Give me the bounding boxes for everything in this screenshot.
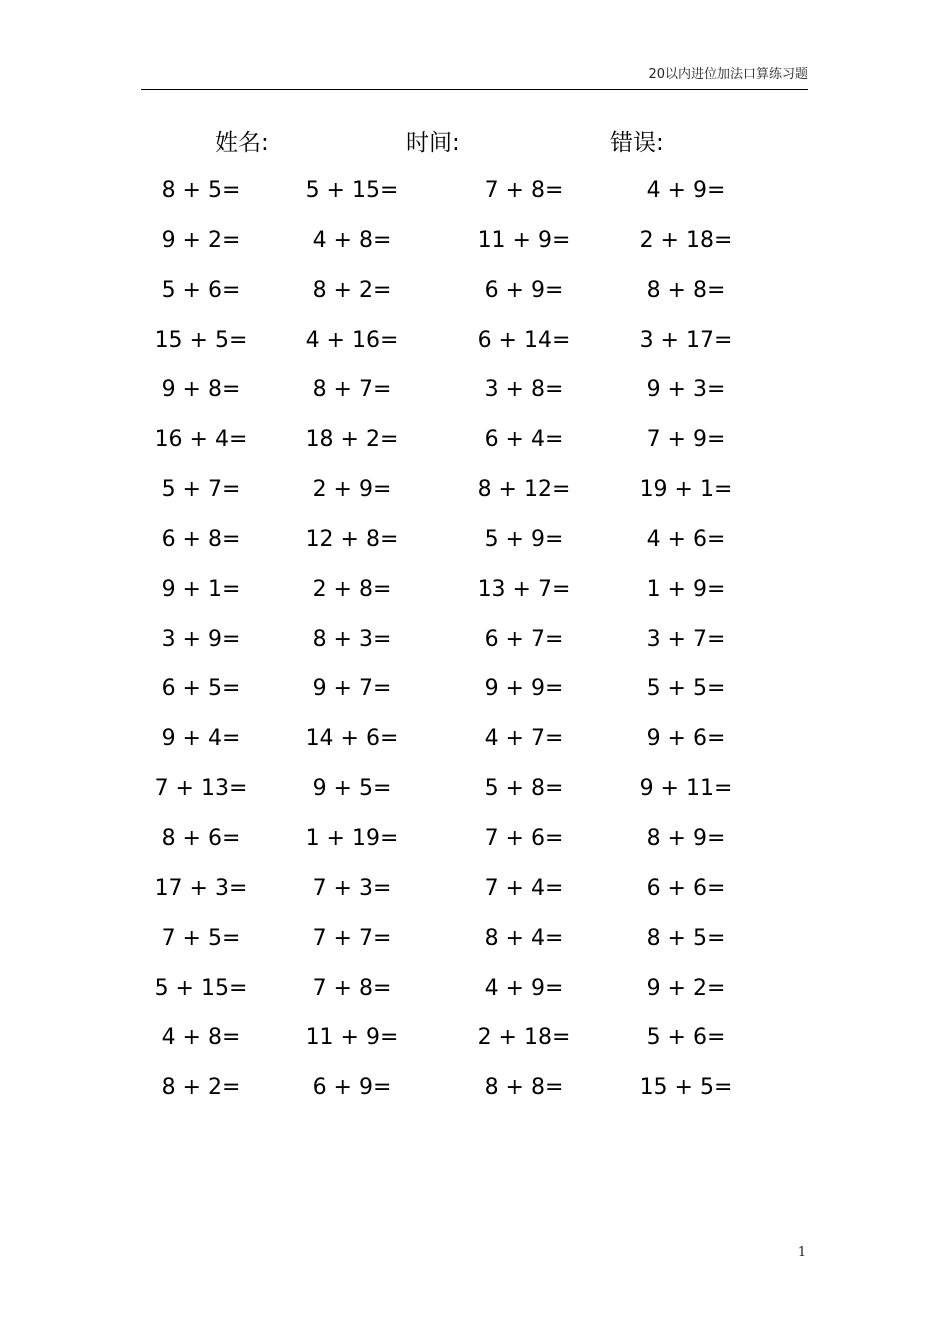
addition-problem: 7 + 9= — [646, 427, 726, 453]
addition-problem: 18 + 2= — [305, 427, 399, 453]
addition-problem: 7 + 4= — [484, 875, 564, 901]
addition-problem: 9 + 7= — [312, 676, 392, 702]
addition-problem: 5 + 9= — [484, 526, 564, 552]
worksheet-title: 20以内进位加法口算练习题 — [648, 67, 808, 82]
time-label: 时间: — [406, 130, 460, 156]
addition-problem: 8 + 2= — [312, 277, 392, 303]
page-header — [141, 66, 808, 90]
problem-row — [141, 971, 808, 1021]
addition-problem: 6 + 6= — [646, 875, 726, 901]
addition-problem: 9 + 3= — [646, 377, 726, 403]
addition-problem: 8 + 7= — [312, 377, 392, 403]
name-label: 姓名: — [215, 130, 269, 156]
problem-row — [141, 871, 808, 921]
addition-problem: 8 + 6= — [161, 825, 241, 851]
addition-problem: 9 + 2= — [646, 975, 726, 1001]
addition-problem: 7 + 8= — [484, 178, 564, 203]
addition-problem: 9 + 1= — [161, 576, 241, 602]
problem-row — [141, 273, 808, 323]
addition-problem: 3 + 8= — [484, 377, 564, 403]
problem-row — [141, 771, 808, 821]
addition-problem: 5 + 5= — [646, 676, 726, 702]
problem-row — [141, 522, 808, 572]
addition-problem: 2 + 18= — [477, 1025, 571, 1051]
student-info-row — [141, 126, 808, 160]
addition-problem: 4 + 9= — [484, 975, 564, 1001]
addition-problem: 8 + 5= — [646, 925, 726, 951]
addition-problem: 8 + 8= — [484, 1075, 564, 1101]
addition-problem: 7 + 13= — [154, 776, 248, 802]
addition-problem: 2 + 9= — [312, 477, 392, 503]
problem-grid — [141, 173, 808, 1120]
page-number: 1 — [797, 1245, 807, 1260]
addition-problem: 6 + 4= — [484, 427, 564, 453]
addition-problem: 11 + 9= — [305, 1025, 399, 1051]
addition-problem: 4 + 6= — [646, 526, 726, 552]
addition-problem: 15 + 5= — [154, 327, 248, 353]
addition-problem: 4 + 8= — [161, 1025, 241, 1051]
problem-row — [141, 1070, 808, 1120]
addition-problem: 6 + 7= — [484, 626, 564, 652]
addition-problem: 8 + 4= — [484, 925, 564, 951]
addition-problem: 7 + 6= — [484, 825, 564, 851]
problem-row — [141, 323, 808, 373]
addition-problem: 3 + 17= — [639, 327, 733, 353]
addition-problem: 5 + 8= — [484, 776, 564, 802]
addition-problem: 6 + 9= — [484, 277, 564, 303]
addition-problem: 8 + 3= — [312, 626, 392, 652]
addition-problem: 5 + 15= — [305, 178, 399, 203]
addition-problem: 9 + 2= — [161, 227, 241, 253]
problem-row — [141, 721, 808, 771]
problem-row — [141, 173, 808, 223]
addition-problem: 6 + 5= — [161, 676, 241, 702]
addition-problem: 8 + 12= — [477, 477, 571, 503]
addition-problem: 8 + 9= — [646, 825, 726, 851]
errors-label: 错误: — [610, 130, 664, 156]
addition-problem: 2 + 8= — [312, 576, 392, 602]
addition-problem: 13 + 7= — [477, 576, 571, 602]
addition-problem: 1 + 19= — [305, 825, 399, 851]
addition-problem: 4 + 9= — [646, 178, 726, 203]
addition-problem: 1 + 9= — [646, 576, 726, 602]
addition-problem: 9 + 6= — [646, 726, 726, 752]
problem-row — [141, 1020, 808, 1070]
addition-problem: 4 + 7= — [484, 726, 564, 752]
addition-problem: 6 + 9= — [312, 1075, 392, 1101]
addition-problem: 11 + 9= — [477, 227, 571, 253]
addition-problem: 12 + 8= — [305, 526, 399, 552]
addition-problem: 15 + 5= — [639, 1075, 733, 1101]
problem-row — [141, 422, 808, 472]
problem-row — [141, 372, 808, 422]
addition-problem: 5 + 7= — [161, 477, 241, 503]
addition-problem: 4 + 8= — [312, 227, 392, 253]
addition-problem: 4 + 16= — [305, 327, 399, 353]
addition-problem: 9 + 4= — [161, 726, 241, 752]
problem-row — [141, 622, 808, 672]
addition-problem: 19 + 1= — [639, 477, 733, 503]
addition-problem: 17 + 3= — [154, 875, 248, 901]
addition-problem: 8 + 2= — [161, 1075, 241, 1101]
addition-problem: 8 + 5= — [161, 178, 241, 203]
addition-problem: 9 + 11= — [639, 776, 733, 802]
addition-problem: 9 + 9= — [484, 676, 564, 702]
addition-problem: 6 + 8= — [161, 526, 241, 552]
addition-problem: 14 + 6= — [305, 726, 399, 752]
addition-problem: 7 + 3= — [312, 875, 392, 901]
addition-problem: 5 + 6= — [646, 1025, 726, 1051]
addition-problem: 3 + 7= — [646, 626, 726, 652]
problem-row — [141, 223, 808, 273]
addition-problem: 9 + 8= — [161, 377, 241, 403]
problem-row — [141, 821, 808, 871]
addition-problem: 6 + 14= — [477, 327, 571, 353]
addition-problem: 16 + 4= — [154, 427, 248, 453]
addition-problem: 7 + 5= — [161, 925, 241, 951]
addition-problem: 5 + 6= — [161, 277, 241, 303]
addition-problem: 7 + 8= — [312, 975, 392, 1001]
problem-row — [141, 671, 808, 721]
problem-row — [141, 921, 808, 971]
addition-problem: 8 + 8= — [646, 277, 726, 303]
addition-problem: 2 + 18= — [639, 227, 733, 253]
addition-problem: 5 + 15= — [154, 975, 248, 1001]
addition-problem: 9 + 5= — [312, 776, 392, 802]
addition-problem: 3 + 9= — [161, 626, 241, 652]
problem-row — [141, 472, 808, 522]
problem-row — [141, 572, 808, 622]
addition-problem: 7 + 7= — [312, 925, 392, 951]
